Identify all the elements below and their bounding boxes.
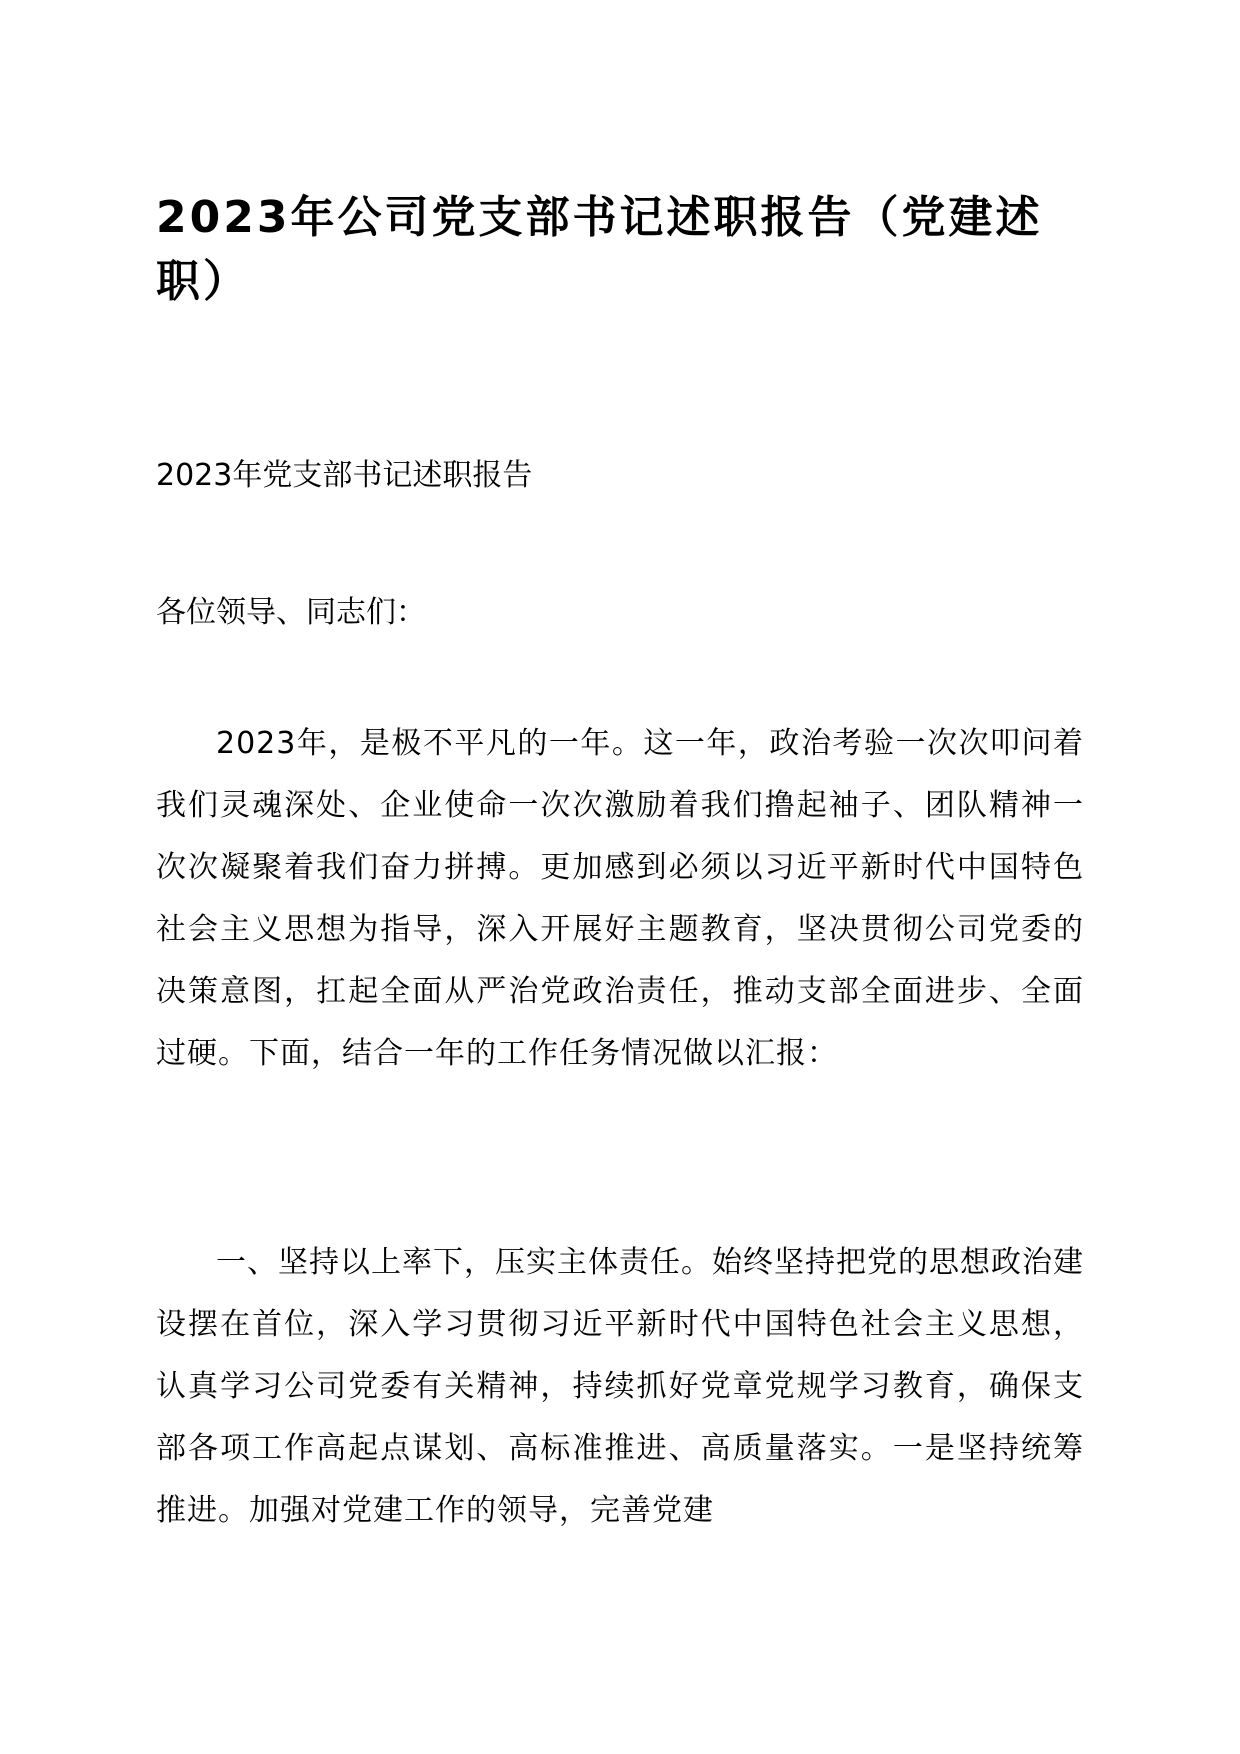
document-subtitle: 2023年党支部书记述职报告 (156, 458, 533, 493)
document-title: 2023年公司党支部书记述职报告（党建述职） (156, 192, 1043, 307)
body-paragraph-section-one: 一、坚持以上率下，压实主体责任。始终坚持把党的思想政治建设摆在首位，深入学习贯彻习近平新时代中国特色社会主义思想，认真学习公司党委有关精神，持续抓好党章党规学习教育，确保支部各项工作高起点谋划、高标准推进、高质量落实。一是坚持统筹推进。加强对党建工作的领导，完善党建 (156, 1245, 1084, 1528)
salutation: 各位领导、同志们： (156, 595, 426, 630)
body-paragraph-intro: 2023年，是极不平凡的一年。这一年，政治考验一次次叩问着我们灵魂深处、企业使命一次次激励着我们撸起袖子、团队精神一次次凝聚着我们奋力拼搏。更加感到必须以习近平新时代中国特色社会主义思想为指导，深入开展好主题教育，坚决贯彻公司党委的决策意图，扛起全面从严治党政治责任，推动支部全面进步、全面过硬。下面，结合一年的工作任务情况做以汇报： (156, 726, 1084, 1071)
